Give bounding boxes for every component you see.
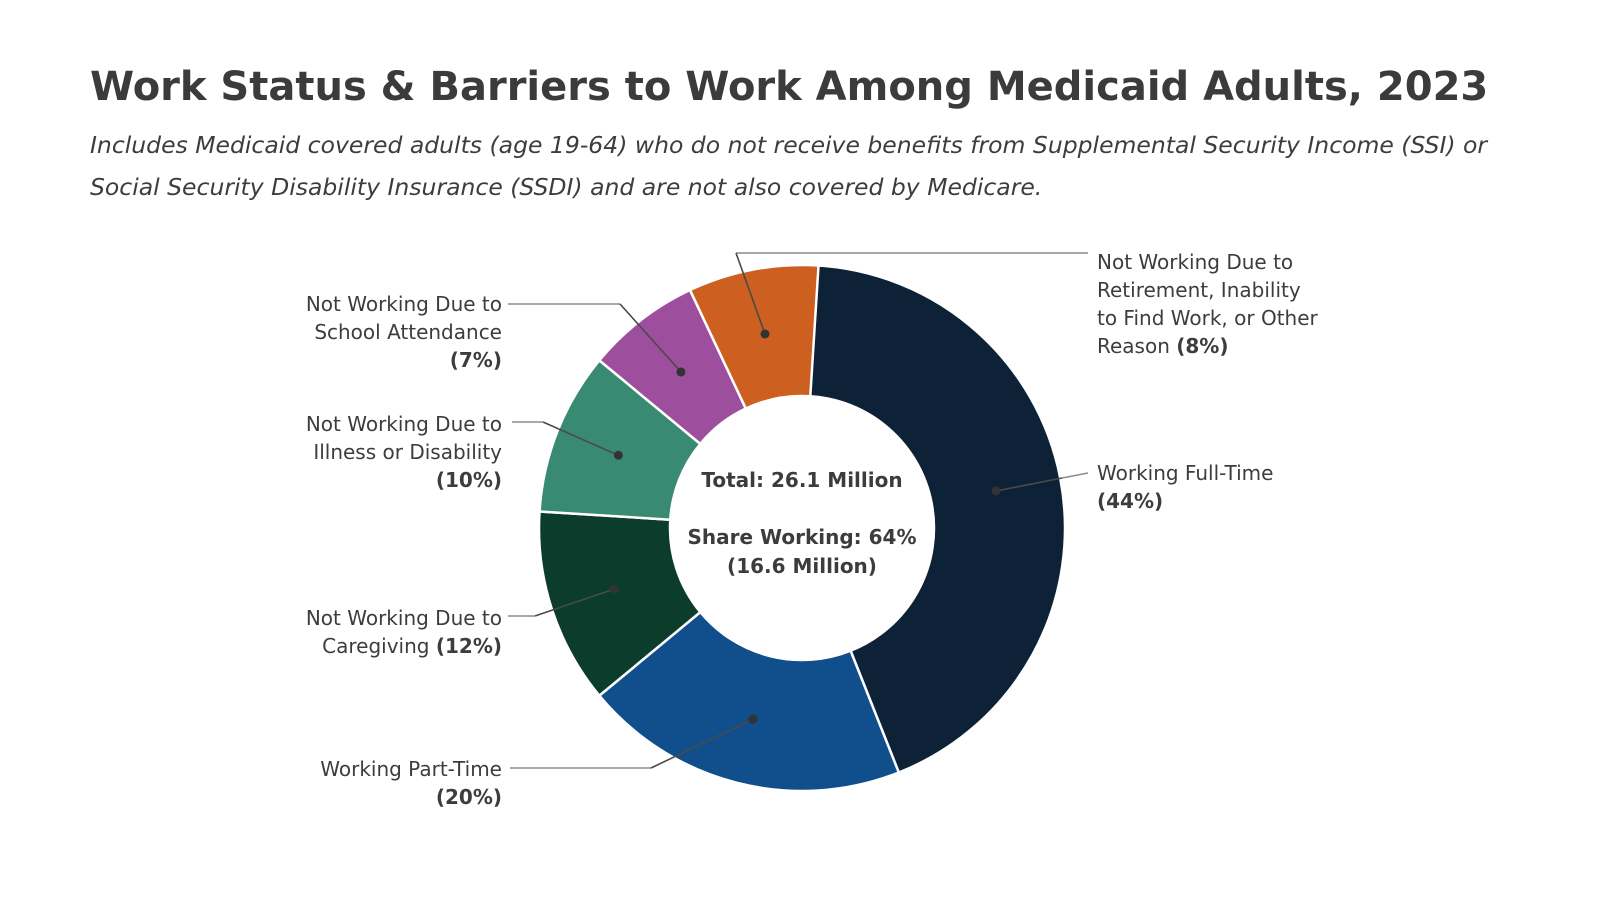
leader-dot-working-full-time <box>992 486 1001 495</box>
chart-subtitle-line-1: Includes Medicaid covered adults (age 19-64) who do not receive benefits from Supplemental Security Income (SSI) or <box>90 131 1488 159</box>
segment-label-line: to Find Work, or Other <box>1097 306 1318 330</box>
chart-subtitle-line-2: Social Security Disability Insurance (SSDI) and are not also covered by Medicare. <box>90 173 1043 201</box>
segment-label-line: Caregiving (12%) <box>322 634 502 658</box>
segment-label-line: Retirement, Inability <box>1097 278 1301 302</box>
leader-dot-not-working-due-to-illness-or-disability <box>614 451 623 460</box>
segment-label-line: (44%) <box>1097 489 1164 513</box>
chart-title: Work Status & Barriers to Work Among Medicaid Adults, 2023 <box>90 64 1489 110</box>
segment-label-line: (10%) <box>435 468 502 492</box>
donut-center-text <box>652 466 952 581</box>
donut-center-total: Total: 26.1 Million <box>701 468 903 492</box>
segment-label-line: (7%) <box>449 348 502 372</box>
leader-line-working-full-time <box>1062 473 1088 478</box>
donut-center-share-million: (16.6 Million) <box>727 554 877 578</box>
leader-dot-not-working-due-to-retirement-inability-to-find-work-or-other-reason <box>760 329 769 338</box>
leader-dot-not-working-due-to-school-attendance <box>676 367 685 376</box>
segment-label-line: (20%) <box>435 785 502 809</box>
segment-label-working-full-time <box>1097 459 1273 515</box>
segment-label-line: Not Working Due to <box>1097 250 1294 274</box>
segment-label-caregiving <box>306 604 502 660</box>
segment-label-line: Working Full-Time <box>1097 461 1274 485</box>
leader-dot-not-working-due-to-caregiving <box>610 585 619 594</box>
segment-label-illness-or-disability <box>306 410 502 494</box>
donut-center-share-working: Share Working: 64% <box>687 525 917 549</box>
segment-label-line: Reason (8%) <box>1097 334 1229 358</box>
segment-label-school-attendance <box>306 290 502 374</box>
segment-label-line: Working Part-Time <box>320 757 502 781</box>
segment-label-line: School Attendance <box>314 320 502 344</box>
segment-label-line: Illness or Disability <box>313 440 502 464</box>
segment-label-working-part-time <box>320 755 502 811</box>
leader-dot-working-part-time <box>748 715 757 724</box>
segment-label-retirement-other <box>1097 248 1318 360</box>
segment-label-line: Not Working Due to <box>305 412 502 436</box>
segment-label-line: Not Working Due to <box>305 606 502 630</box>
segment-label-line: Not Working Due to <box>305 292 502 316</box>
